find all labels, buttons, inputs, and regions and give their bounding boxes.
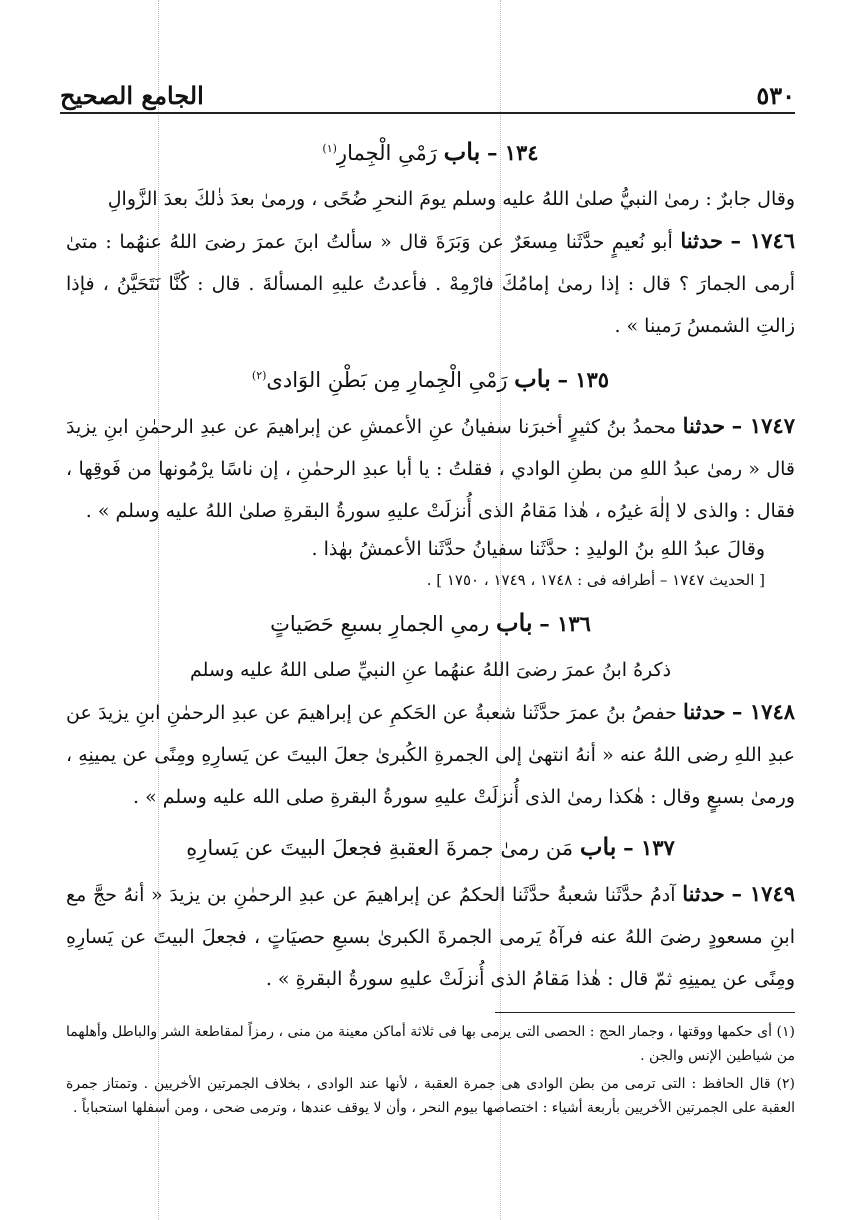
haddathana-word: حدثنا	[682, 881, 725, 906]
footnote-marker: (٢)	[251, 369, 267, 382]
hadith	[66, 220, 795, 347]
hadith-text: آدمُ حدَّثَنا شعبةُ حدَّثَنا الحكمُ عن إبراهيمَ عن عبدِ الرحمٰنِ بن يزيدَ « أنهُ حجَّ مع ابنِ مسعودٍ رضىَ اللهُ عنه فرآهُ يَرمى الجمرةَ الكبرىٰ بسبعِ حصيَاتٍ ، فجعلَ البيتَ عن يَسارِهِ ومِنًى عن يمينِهِ ثمّ قال : هٰذا مَقامُ الذى أُنزلَتْ عليهِ سورةُ البقرةِ » .	[66, 884, 795, 990]
haddathana-word: حدثنا	[680, 228, 723, 253]
chapter-title-text: رَمْىِ الْجِمارِ	[336, 141, 437, 165]
haddathana-word: حدثنا	[682, 413, 726, 438]
footnote: (١) أى حكمها ووقتها ، وجمار الحج : الحصى التى يرمى بها فى ثلاثة أماكن معينة من منى ، رمزاً لمقاطعة الشر والباطل وأهلهما من شياطين الإنس والجن .	[66, 1024, 795, 1064]
chapter-subtitle: ذكرهُ ابنُ عمرَ رضىَ اللهُ عنهُما عنِ النبيِّ صلى اللهُ عليه وسلم	[189, 659, 672, 681]
bab-keyword: باب	[579, 832, 617, 861]
hadith-text: محمدُ بنُ كثيرٍ أخبرَنا سفيانُ عنِ الأعمشِ عن إبراهيمَ عن عبدِ الرحمٰنِ ابنِ يزيدَ قال « رمىٰ عبدُ اللهِ من بطنِ الوادي ، فقلتُ : يا أبا عبدِ الرحمٰنِ ، إن ناسًا يرْمُونها من فَوقِها ، فقال : والذى لا إلٰهَ غيرُه ، هٰذا مَقامُ الذى أُنزلَتْ عليهِ سورةُ البقرةِ صلىٰ اللهُ عليه وسلم » .	[66, 416, 795, 522]
haddathana-word: حدثنا	[682, 699, 726, 724]
bab-keyword: باب	[514, 364, 551, 393]
footnote: (٢) قال الحافظ : التى ترمى من بطن الوادى هى جمرة العقبة ، لأنها عند الوادى ، بخلاف الجمرتين الأخريين . وتمتاز جمرة العقبة على الجمرتين الأخريين بأربعة أشياء : اختصاصها بيوم النحر ، وأن لا يوقف عندها ، وترمى ضحى ، ومن أسفلها استحباباً .	[66, 1076, 795, 1116]
chapter-number: ١٣٧ –	[623, 835, 675, 860]
chapter-title	[66, 826, 795, 869]
chapter-number: ١٣٥ –	[557, 367, 610, 392]
page-number: ٥٣٠	[756, 81, 795, 110]
hadith-text: حفصُ بنُ عمرَ حدَّثَنا شعبةُ عن الحَكمِ عن إبراهيمَ عن عبدِ الرحمٰنِ ابنِ يزيدَ عن عبدِ اللهِ رضى اللهُ عنه « أنهُ انتهىٰ إلى الجمرةِ الكُبرىٰ جعلَ البيتَ عن يَسارِهِ ومِنًى عن يمينِهِ ، ورمىٰ بسبعٍ وقال : هٰكذا رمىٰ الذى أُنزلَتْ عليهِ سورةُ البقرةِ صلى الله عليه وسلم » .	[66, 702, 795, 808]
hadith	[66, 873, 795, 1000]
running-title: الجامع الصحيح	[60, 81, 204, 110]
chapter-number: ١٣٦ –	[539, 611, 591, 636]
chapter-number: ١٣٤ –	[486, 140, 539, 165]
chapter-title-text: مَن رمىٰ جمرةَ العقبةِ فجعلَ البيتَ عن يَسارِهِ	[186, 836, 574, 860]
hadith-number: ١٧٤٩ –	[731, 881, 796, 906]
hadith-number: ١٧٤٧ –	[731, 413, 795, 438]
hadith-text: أبو نُعيمٍ حدَّثَنا مِسعَرٌ عن وَبَرَةَ قال « سألتُ ابنَ عمرَ رضىَ اللهُ عنهُما : متىٰ أرمى الجمارَ ؟ قال : إذا رمىٰ إمامُكَ فارْمِهْ . فأعدتُ عليهِ المسألةَ . قال : كُنَّا نَتَحَيَّنُ ، فإذا زالتِ الشمسُ رَمينا » .	[66, 231, 795, 337]
footnote-marker: (١)	[322, 142, 337, 155]
hadith	[66, 405, 795, 532]
hadith-number: ١٧٤٦ –	[730, 228, 796, 253]
main-text	[66, 120, 795, 1000]
hadith	[66, 691, 795, 818]
chapter-intro: وقال جابرٌ : رمىٰ النبيُّ صلىٰ اللهُ عليه وسلم يومَ النحرِ ضُحًى ، ورمىٰ بعدَ ذٰلكَ بعدَ الزَّوالِ	[107, 188, 795, 210]
bab-keyword: باب	[443, 137, 481, 166]
hadith-number: ١٧٤٨ –	[731, 699, 796, 724]
atraf-reference: [ الحديث ١٧٤٧ – أطرافه فى : ١٧٤٨ ، ١٧٤٩ ، ١٧٥٠ ] .	[426, 571, 765, 589]
chapter-title	[66, 128, 795, 174]
chapter-title-text: رَمْىِ الْجِمارِ مِن بَطْنِ الوَادى	[266, 368, 508, 392]
bab-keyword: باب	[495, 608, 533, 637]
chapter-title	[66, 355, 795, 401]
footnote-rule	[495, 1012, 795, 1013]
chapter-title-text: رمىِ الجمارِ بسبعِ حَصَياتٍ	[270, 612, 490, 636]
chapter-title	[66, 602, 795, 645]
header-rule	[60, 112, 795, 114]
footnotes	[66, 1020, 795, 1124]
page-header	[60, 70, 795, 110]
hadith-note: وقالَ عبدُ اللهِ بنُ الوليدِ : حدَّثَنا سفيانُ حدَّثَنا الأعمشُ بهٰذا .	[311, 538, 765, 560]
